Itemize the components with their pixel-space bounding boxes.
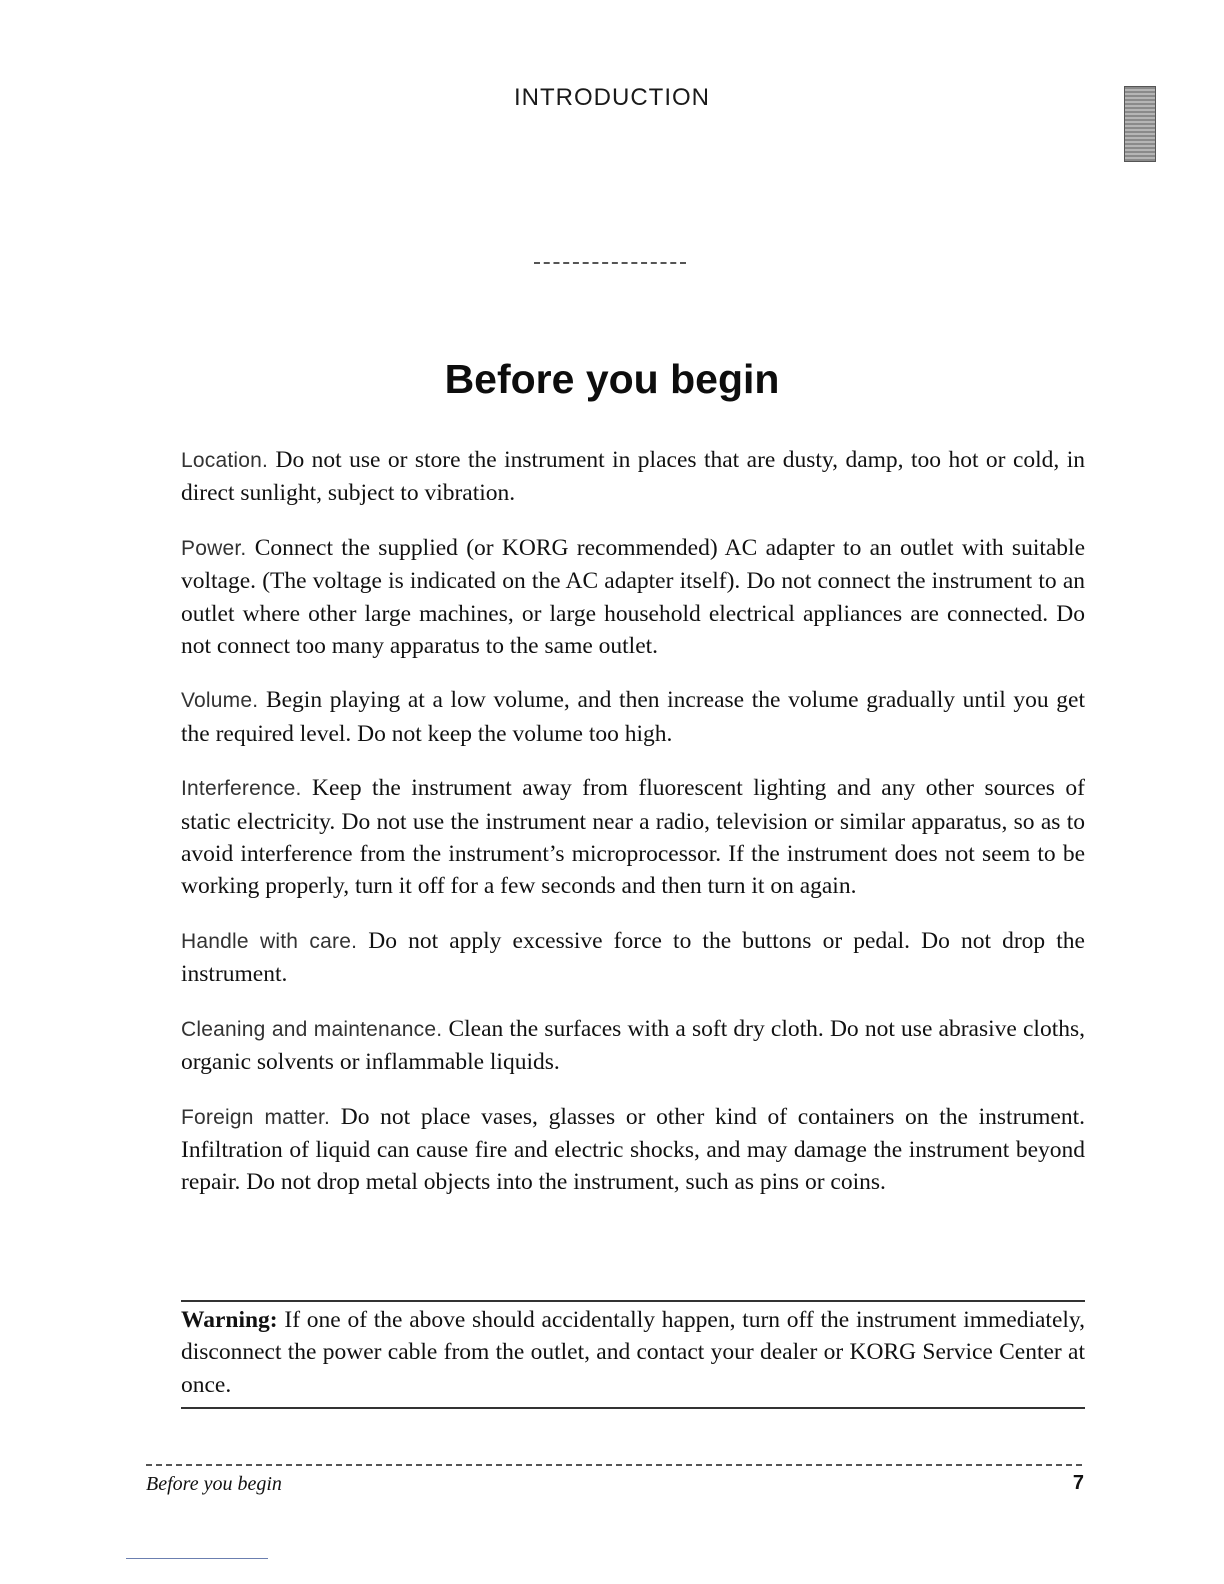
text-foreign-matter: Do not place vases, glasses or other kind of containers on the instrument. Infiltration of liquid can cause fire and electric shocks, and may damage the instrument beyond repair. Do not drop metal objects into the instrument, such as pins or coins. [181,1103,1086,1196]
section-tab-marker [1124,86,1156,162]
paragraph-cleaning [181,1013,1085,1079]
page-number: 7 [1072,1472,1084,1494]
lead-handle-with-care: Handle with care. [181,929,358,953]
text-volume: Begin playing at a low volume, and then increase the volume gradually until you get the required level. Do not keep the volume too high. [181,687,1085,747]
warning-text: If one of the above should accidentally happen, turn off the instrument immediately, disconnect the power cable from the outlet, and contact your dealer or KORG Service Center at once. [181,1307,1086,1398]
paragraph-handle-with-care [181,925,1085,991]
paragraph-location [181,444,1085,510]
text-power: Connect the supplied (or KORG recommended) AC adapter to an outlet with suitable voltage. (The voltage is indicated on the AC adapter itself). Do not connect the instrument to an outlet where other large machines, or large household electrical appliances are connected. Do not connect too many apparatus to the same outlet. [181,534,1086,660]
text-location: Do not use or store the instrument in places that are dusty, damp, too hot or cold, in direct sunlight, subject to vibration. [181,447,1085,507]
lead-volume: Volume. [181,689,259,713]
footer-title: Before you begin [146,1473,282,1495]
paragraph-foreign-matter [181,1101,1085,1199]
lead-location: Location. [181,449,269,472]
text-interference: Keep the instrument away from fluorescent lighting and any other sources of static electricity. Do not use the instrument near a radio, television or similar apparatus, so as to avoid interference from the instrument’s microprocessor. If the instrument does not seem to be working properly, turn it off for a few seconds and then turn it on again. [181,775,1085,900]
paragraph-volume [181,684,1085,750]
decorative-divider [534,262,686,264]
warning-label: Warning: [181,1307,278,1333]
lead-cleaning: Cleaning and maintenance. [181,1017,443,1041]
paragraph-interference [181,772,1085,903]
lead-foreign-matter: Foreign matter. [181,1105,331,1129]
text-cleaning: Clean the surfaces with a soft dry cloth. Do not use abrasive cloths, organic solvents or inflammable liquids. [181,1015,1086,1076]
footer-divider [146,1464,1082,1466]
lead-interference: Interference. [181,777,302,801]
section-header: INTRODUCTION [514,84,710,111]
text-handle-with-care: Do not apply excessive force to the buttons or pedal. Do not drop the instrument. [181,927,1085,988]
page-title: Before you begin [444,356,780,402]
warning-paragraph [181,1304,1085,1401]
lead-power: Power. [181,536,247,560]
bottom-rule [126,1558,268,1559]
warning-box [181,1300,1085,1409]
paragraph-power [181,532,1085,663]
precautions-list [181,444,1085,1221]
